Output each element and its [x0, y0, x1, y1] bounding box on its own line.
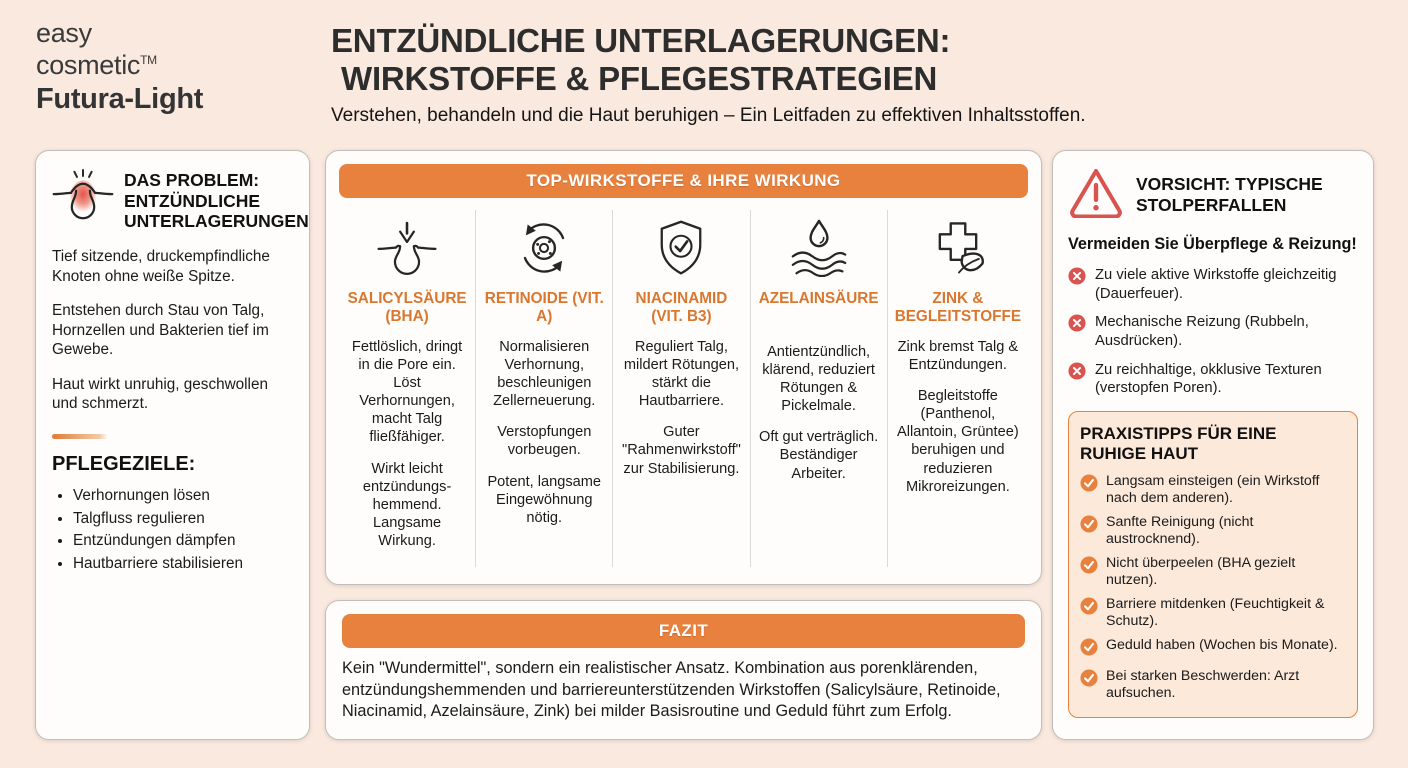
caution-item: Mechanische Reizung (Rubbeln, Ausdrücken).: [1068, 313, 1358, 350]
active-title: ZINK & BEGLEITSTOFFE: [894, 290, 1022, 326]
care-goal-item: • Hautbarriere stabilisieren: [73, 553, 293, 576]
x-circle-icon: [1068, 361, 1086, 385]
droplet-waves-icon: [758, 216, 880, 280]
active-paragraph: Antientzündlich, klärend, reduziert Rötungen & Pickelmale.: [762, 344, 875, 415]
page-title-line1: ENTZÜNDLICHE UNTERLAGERUNGEN:: [331, 22, 951, 59]
actives-header-bar: TOP-WIRKSTOFFE & IHRE WIRKUNG: [339, 164, 1028, 198]
tips-item: Barriere mitdenken (Feuchtigkeit & Schutz).: [1080, 596, 1346, 630]
trademark-symbol: TM: [140, 52, 157, 67]
problem-paragraph-1: Tief sitzende, druckempfindliche Knoten ohne weiße Spitze.: [52, 247, 270, 285]
active-title: RETINOIDE (VIT. A): [484, 290, 604, 326]
page-subtitle: Verstehen, behandeln und die Haut beruhigen – Ein Leitfaden zu effektiven Inhaltsstoffen.: [331, 104, 1086, 126]
caution-item: Zu reichhaltige, okklusive Texturen (verstopfen Poren).: [1068, 361, 1358, 398]
problem-title: DAS PROBLEM: ENTZÜNDLICHE UNTERLAGERUNGEN: [124, 170, 309, 232]
tips-item: Nicht überpeelen (BHA gezielt nutzen).: [1080, 555, 1346, 589]
problem-paragraph-2: Entstehen durch Stau von Talg, Hornzellen und Bakterien tief im Gewebe.: [52, 302, 269, 359]
problem-card: [35, 150, 310, 740]
check-circle-icon: [1080, 668, 1098, 692]
check-circle-icon: [1080, 473, 1098, 497]
active-column-niacinamid: [613, 210, 750, 567]
warning-triangle-icon: [1068, 166, 1124, 223]
active-paragraph: Zink bremst Talg & Entzündungen.: [897, 339, 1019, 374]
x-circle-icon: [1068, 313, 1086, 337]
active-paragraph: Wirkt leicht entzündungs-hemmend. Langsame Wirkung.: [362, 460, 452, 549]
cell-renewal-icon: [483, 216, 605, 280]
brand-logo: [36, 18, 203, 116]
check-circle-icon: [1080, 514, 1098, 538]
x-circle-icon: [1068, 266, 1086, 290]
check-circle-icon: [1080, 637, 1098, 661]
active-column-zink: [888, 210, 1028, 567]
tips-item: Sanfte Reinigung (nicht austrocknend).: [1080, 514, 1346, 548]
active-title: AZELAINSÄURE: [758, 290, 879, 307]
fazit-header-bar: FAZIT: [342, 614, 1025, 648]
caution-item: Zu viele aktive Wirkstoffe gleichzeitig (Dauerfeuer).: [1068, 266, 1358, 303]
active-paragraph: Guter "Rahmenwirkstoff" zur Stabilisierung.: [622, 424, 741, 477]
active-title: NIACINAMID (VIT. B3): [635, 290, 728, 326]
tips-item: Langsam einsteigen (ein Wirkstoff nach dem anderen).: [1080, 473, 1346, 507]
care-goals-list: [52, 485, 293, 576]
tips-title: PRAXISTIPPS FÜR EINE RUHIGE HAUT: [1080, 423, 1277, 463]
active-paragraph: Fettlöslich, dringt in die Pore ein. Löst Verhornungen, macht Talg fließfähiger.: [351, 339, 463, 446]
page-title: [331, 22, 1086, 98]
active-paragraph: Reguliert Talg, mildert Rötungen, stärkt die Hautbarriere.: [623, 339, 740, 410]
active-paragraph: Verstopfungen vorbeugen.: [497, 424, 592, 459]
page-header: [331, 22, 1086, 127]
care-goals-title: PFLEGEZIELE:: [52, 452, 196, 475]
accent-divider: [52, 434, 108, 439]
actives-columns: [339, 210, 1028, 567]
fazit-card: [325, 600, 1042, 740]
care-goal-item: • Verhornungen lösen: [73, 485, 293, 508]
tips-item: Bei starken Beschwerden: Arzt aufsuchen.: [1080, 668, 1346, 702]
shield-check-icon: [620, 216, 742, 280]
active-column-salicylsaeure: [339, 210, 476, 567]
active-title: SALICYLSÄURE (BHA): [347, 290, 467, 326]
check-circle-icon: [1080, 596, 1098, 620]
caution-subtitle: Vermeiden Sie Überpflege & Reizung!: [1068, 235, 1357, 253]
logo-line1: easy: [36, 18, 92, 48]
tips-list: [1080, 473, 1346, 702]
inflamed-pore-icon: [52, 168, 114, 227]
tips-item: Geduld haben (Wochen bis Monate).: [1080, 637, 1346, 661]
cross-leaf-icon: [895, 216, 1021, 280]
problem-paragraph-3: Haut wirkt unruhig, geschwollen und schmerzt.: [52, 375, 268, 413]
tips-box: [1068, 411, 1358, 718]
caution-header: [1068, 166, 1358, 223]
fazit-text: Kein "Wundermittel", sondern ein realistischer Ansatz. Kombination aus porenklärenden, entzündungshemmenden und barriereunterstützenden Wirkstoffen (Salicylsäure, Retinoide, Niacinamid, Azelainsäure, Zink) bei milder Basisroutine und Geduld führt zum Erfolg.: [342, 659, 1001, 721]
active-paragraph: Normalisieren Verhornung, beschleunigen Zellerneuerung.: [493, 339, 596, 410]
active-column-azelainsaeure: [751, 210, 888, 567]
care-goal-item: • Entzündungen dämpfen: [73, 530, 293, 553]
problem-header: [52, 168, 309, 232]
active-paragraph: Potent, langsame Eingewöhnung nötig.: [487, 473, 602, 526]
arrow-into-pore-icon: [346, 216, 468, 280]
logo-line2: cosmetic™: [36, 49, 157, 80]
caution-title: VORSICHT: TYPISCHE STOLPERFALLEN: [1136, 173, 1323, 215]
active-paragraph: Oft gut verträglich. Beständiger Arbeiter.: [758, 429, 879, 482]
care-goal-item: • Talgfluss regulieren: [73, 508, 293, 531]
caution-list: [1068, 266, 1358, 398]
caution-card: [1052, 150, 1374, 740]
active-column-retinoide: [476, 210, 613, 567]
logo-line3: Futura-Light: [36, 82, 204, 115]
actives-card: [325, 150, 1042, 585]
page-title-line2: WIRKSTOFFE & PFLEGESTRATEGIEN: [341, 59, 938, 97]
check-circle-icon: [1080, 555, 1098, 579]
active-paragraph: Begleitstoffe (Panthenol, Allantoin, Grüntee) beruhigen und reduzieren Mikroreizungen.: [897, 388, 1019, 495]
